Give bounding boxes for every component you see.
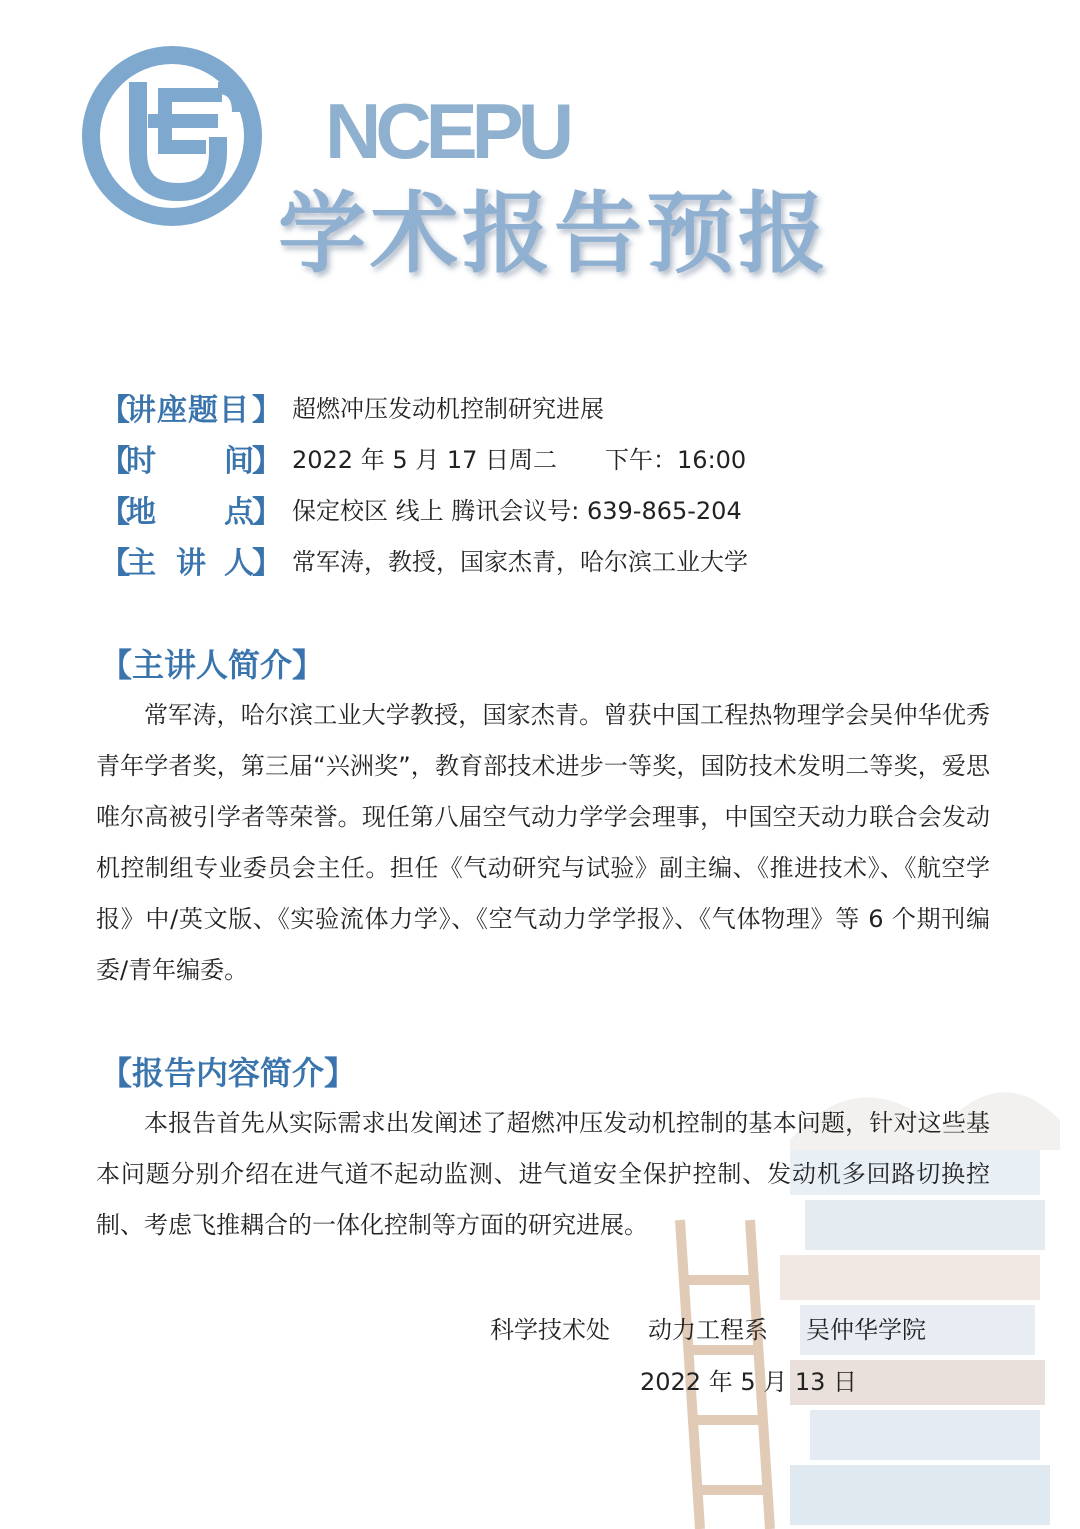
bio-heading: 【主讲人简介】 (100, 646, 325, 684)
time-hour: 下午：16:00 (605, 446, 747, 474)
time-date: 2022 年 5 月 17 日周二 (292, 446, 558, 474)
issue-date: 2022 年 5 月 13 日 (640, 1368, 858, 1396)
page-title: 学术报告预报 (278, 182, 831, 285)
topic-value: 超燃冲压发动机控制研究进展 (292, 395, 604, 423)
org-wu-zhonghua-college: 吴仲华学院 (806, 1316, 926, 1344)
org-science-office: 科学技术处 (490, 1316, 610, 1344)
place-value: 保定校区 线上 腾讯会议号: 639-865-204 (292, 497, 742, 525)
bio-paragraph: 常军涛，哈尔滨工业大学教授，国家杰青。曾获中国工程热物理学会吴仲华优秀青年学者奖，第三届“兴洲奖”，教育部技术进步一等奖，国防技术发明二等奖，爱思唯尔高被引学者等荣誉。现任第八届空气动力学学会理事，中国空天动力联合会发动机控制组专业委员会主任。担任《气动研究与试验》副主编、《推进技术》、《航空学报》中/英文版、《实验流体力学》、《空气动力学学报》、《气体物理》等 6 个期刊编委/青年编委。 (96, 701, 990, 984)
university-logo-icon (78, 42, 266, 230)
issuing-organizations (490, 1310, 926, 1345)
time-value (292, 440, 746, 475)
book-stack-illustration (640, 1020, 1080, 1529)
org-power-engineering: 动力工程系 (648, 1316, 768, 1344)
speaker-value: 常军涛，教授，国家杰青，哈尔滨工业大学 (292, 548, 748, 576)
notice-page: NCEPU 学术报告预报 【 讲座题目 】 超燃冲压发动机控制研究进展 【 时 间 】 2022 年 5 月 17 日周二 下午：16:00 【 地 点 】 保定校区 线上 腾讯会议号: 639-865-204 【 主 讲 人 】 常军涛，教授，国家杰青，哈尔滨工业大学 【主讲人简介】 常军涛，哈尔滨工业大学教授，国家杰青。曾获中国工程热物理学会吴仲华优秀青年学者奖，第三届“兴洲奖”，教育部技术进步一等奖，国防技术发明二等奖，爱思唯尔高被引学者等荣誉。现任第八届空气动力学学会理事，中国空天动力联合会发动机控制组专业委员会主任。担任《气动研究与试验》副主编、《推进技术》、《航空学报》中/英文版、《实验流体力学》、《空气动力学学报》、《气体物理》等 6 个期刊编委/青年编委。 【报告内容简介】 本报告首先从实际需求出发阐述了超燃冲压发动机控制的基本问题，针对这些基本问题分别介绍在进气道不起动监测、进气道安全保护控制、发动机多回路切换控制、考虑飞推耦合的一体化控制等方面的研究进展。 科学技术处 动力工程系 吴仲华学院 2022 年 5 月 13 日 (0, 0, 1080, 1529)
abstract-heading: 【报告内容简介】 (100, 1054, 357, 1092)
abstract-paragraph: 本报告首先从实际需求出发阐述了超燃冲压发动机控制的基本问题，针对这些基本问题分别介绍在进气道不起动监测、进气道安全保护控制、发动机多回路切换控制、考虑飞推耦合的一体化控制等方面的研究进展。 (96, 1109, 990, 1239)
brand-wordmark: NCEPU (325, 87, 569, 175)
